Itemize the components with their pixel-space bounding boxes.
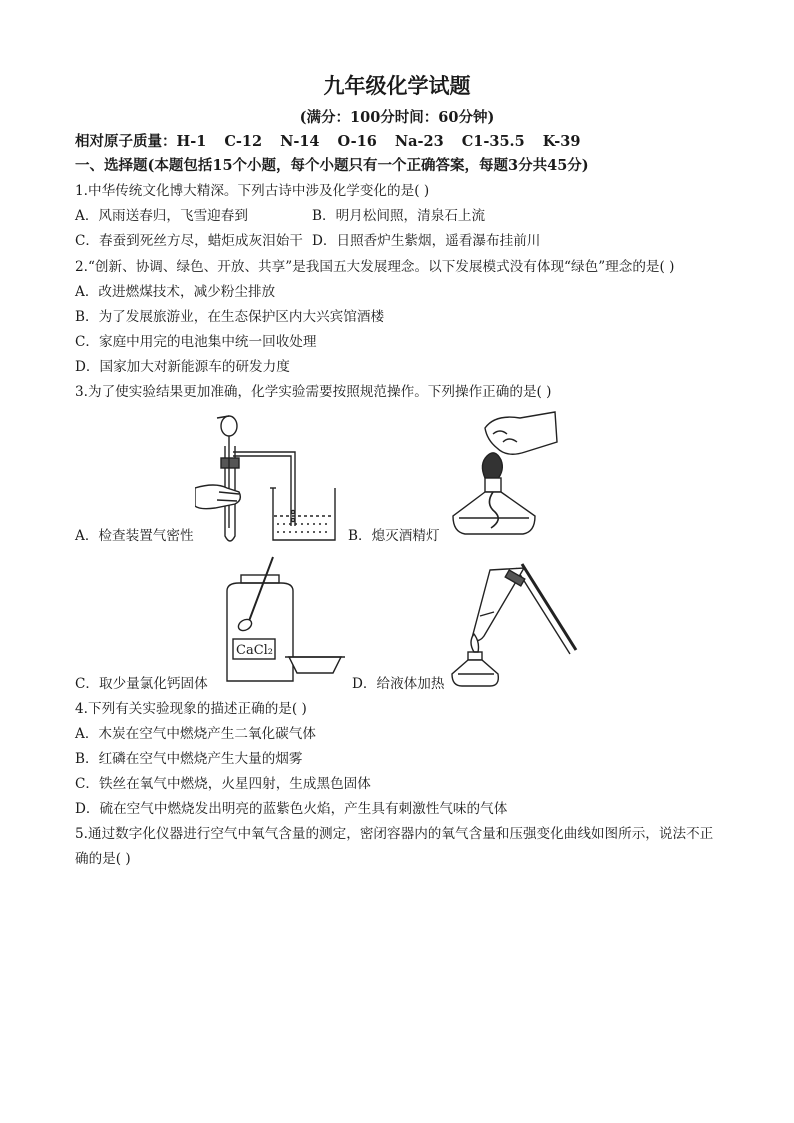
q1-option-a: A．风雨送春归，飞雪迎春到: [75, 208, 248, 224]
q2-option-c: C．家庭中用完的电池集中统一回收处理: [75, 334, 317, 350]
q5-stem-line2: 确的是( ): [75, 851, 131, 867]
q3-option-d: D．给液体加热: [352, 676, 445, 692]
q1-option-b: B．明月松间照，清泉石上流: [312, 208, 486, 224]
q4-option-a: A．木炭在空气中燃烧产生二氧化碳气体: [75, 726, 316, 742]
q5-stem-line1: 5.通过数字化仪器进行空气中氧气含量的测定，密闭容器内的氧气含量和压强变化曲线如图所示，说法不正: [75, 826, 714, 842]
atomic-mass-line: [75, 133, 598, 151]
atomic-mass-item: C-12: [224, 133, 263, 150]
atomic-mass-item: N-14: [280, 133, 320, 150]
figure-take-calcium-chloride: [215, 555, 345, 685]
q3-option-a: A．检查装置气密性: [75, 528, 194, 544]
atomic-mass-item: Na-23: [394, 133, 444, 150]
q2-stem: 2.“创新、协调、绿色、开放、共享”是我国五大发展理念。以下发展模式没有体现“绿色”理念的是( ): [75, 259, 675, 275]
q3-stem: 3.为了使实验结果更加准确，化学实验需要按照规范操作。下列操作正确的是( ): [75, 384, 552, 400]
atomic-mass-item: H-1: [176, 133, 207, 150]
q4-option-d: D．硫在空气中燃烧发出明亮的蓝紫色火焰，产生具有刺激性气味的气体: [75, 801, 508, 817]
q1-option-c: C．春蚕到死丝方尽，蜡炬成灰泪始干: [75, 233, 303, 249]
section-heading: 一、选择题(本题包括15个小题，每个小题只有一个正确答案，每题3分共45分): [75, 157, 589, 174]
q3-option-c: C．取少量氯化钙固体: [75, 676, 208, 692]
q4-option-b: B．红磷在空气中燃烧产生大量的烟雾: [75, 751, 303, 767]
q1-stem: 1.中华传统文化博大精深。下列古诗中涉及化学变化的是( ): [75, 183, 430, 199]
q3-option-b: B．熄灭酒精灯: [348, 528, 440, 544]
page-title: 九年级化学试题: [323, 73, 471, 98]
atomic-mass-item: C1-35.5: [461, 133, 525, 150]
calcium-chloride-label: CaCl₂: [236, 643, 274, 658]
q1-option-d: D．日照香炉生紫烟，遥看瀑布挂前川: [312, 233, 541, 249]
atomic-mass-item: K-39: [542, 133, 581, 150]
figure-extinguish-alcohol-lamp: [445, 408, 560, 543]
q2-option-a: A．改进燃煤技术，减少粉尘排放: [75, 284, 276, 300]
q2-option-b: B．为了发展旅游业，在生态保护区内大兴宾馆酒楼: [75, 309, 385, 325]
figure-heat-liquid: [450, 560, 580, 690]
page-subtitle: (满分：100分时间：60分钟): [299, 109, 495, 126]
figure-airtightness-check: [195, 408, 345, 548]
atomic-mass-label: 相对原子质量：: [75, 133, 177, 150]
q4-option-c: C．铁丝在氧气中燃烧，火星四射，生成黑色固体: [75, 776, 371, 792]
q2-option-d: D．国家加大对新能源车的研发力度: [75, 359, 290, 375]
q4-stem: 4.下列有关实验现象的描述正确的是( ): [75, 701, 307, 717]
atomic-mass-item: O-16: [337, 133, 377, 150]
